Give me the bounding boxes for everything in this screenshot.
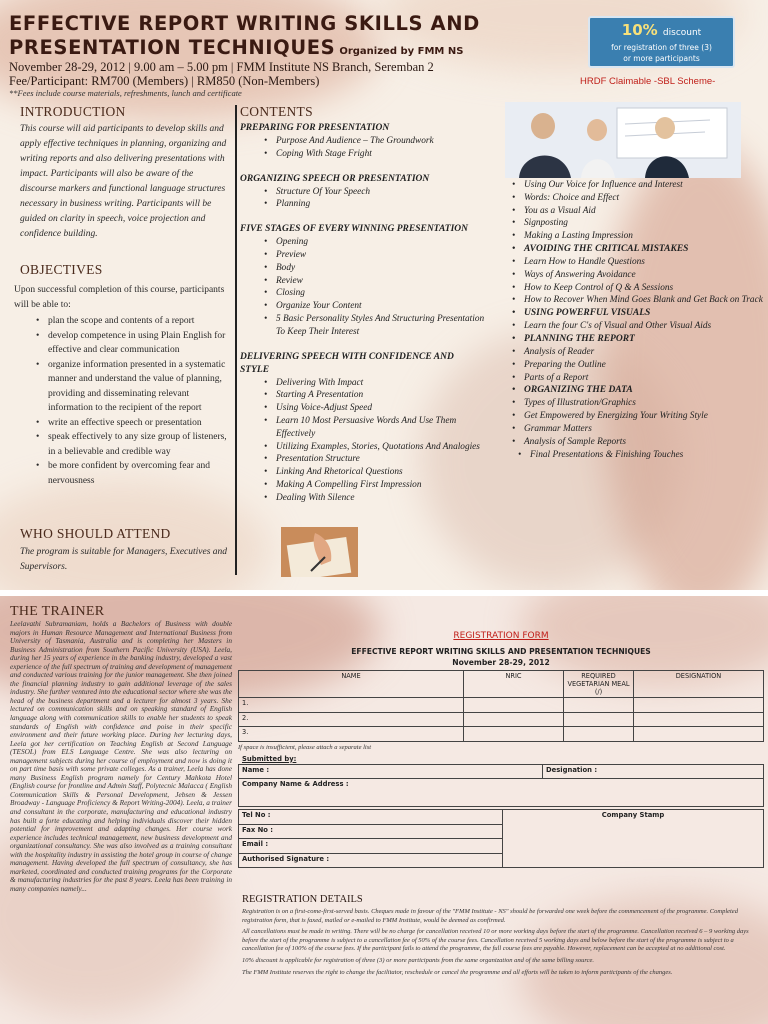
discount-paragraph: 10% discount is applicable for registration of three (3) or more participants from the same organization and of the same billing source. <box>242 956 595 964</box>
title-line-2: PRESENTATION TECHNIQUES <box>9 36 336 59</box>
trainer-section <box>10 604 232 894</box>
list-item: • Starting A Presentation <box>262 389 485 402</box>
list-item: • Ways of Answering Avoidance <box>510 269 764 282</box>
table-row <box>239 698 764 713</box>
company-label: Company Name & Address : <box>242 780 349 788</box>
email-label: Email : <box>242 840 269 848</box>
section-list <box>262 236 485 338</box>
column-divider <box>235 105 237 575</box>
list-item <box>510 243 764 256</box>
registration-details-heading: REGISTRATION DETAILS <box>242 894 363 905</box>
presenters-illustration <box>505 102 741 178</box>
list-item: • Utilizing Examples, Stories, Quotations And Analogies <box>262 441 485 454</box>
list-item: • How to Keep Control of Q & A Sessions <box>510 282 764 295</box>
objectives-heading: OBJECTIVES <box>20 262 103 277</box>
vegetarian-cell[interactable] <box>564 698 634 713</box>
designation-field[interactable] <box>543 764 764 779</box>
column-header-designation: DESIGNATION <box>634 671 764 698</box>
list-item: • Get Empowered by Energizing Your Writing Style <box>510 410 764 423</box>
section-title: AVOIDING THE CRITICAL MISTAKES <box>524 243 689 254</box>
page-title <box>9 12 480 64</box>
writing-hand-photo <box>281 527 358 577</box>
list-item: • Dealing With Silence <box>262 492 485 505</box>
list-item: • be more confident by overcoming fear and nervousness <box>34 459 234 488</box>
list-item: • write an effective speech or presentation <box>34 416 234 431</box>
table-row <box>239 712 764 727</box>
list-item: • Analysis of Reader <box>510 346 764 359</box>
rights-paragraph: The FMM Institute reserves the right to change the facilitator, reschedule or cancel the programme and all efforts will be taken to inform participants of the changes. <box>242 968 673 976</box>
vegetarian-cell[interactable] <box>564 727 634 742</box>
list-item: • Learn the four C's of Visual and Other Visual Aids <box>510 320 764 333</box>
tel-label: Tel No : <box>242 811 271 819</box>
vegetarian-cell[interactable] <box>564 712 634 727</box>
registration-details-paragraph: Registration is on a first-come-first-served basis. Cheques made in favour of the "FMM Institute - NS" should be forwarded one week before the commencement of the programme. Completed registration form, that is faxed, mailed or e-mailed to FMM Institute, would be deemed as confirmed. <box>242 908 738 924</box>
objectives-list <box>34 314 234 488</box>
introduction-text: This course will aid participants to develop skills and apply effective techniques in planning, organizing and writing reports and also delivering presentations with impact. Participants will also be aware of the discourse markers and functional language structures necessary in business writing. Participants will be guided on clarity in speech, voice projection and confidence building. <box>20 124 227 239</box>
company-stamp-box <box>503 810 764 868</box>
participants-table <box>238 670 764 742</box>
trainer-heading: THE TRAINER <box>10 604 105 619</box>
list-item: • Types of Illustration/Graphics <box>510 397 764 410</box>
fax-field[interactable] <box>239 824 503 839</box>
trainer-bio: Leelavathi Subramaniam, holds a Bachelors of Business with double majors in Human Resource Management and International Business from University of Tasmania, Australia and is completing her Masters in Business Administration from Southern Pacific University (USA). Leela, during her 15 years of experience in the banking industry, developed a vast experience of the full spectrum of training and development of management and conducted various training for the junior management. She then joined the financial planning industry to gain additional leverage of the sales industry. She further ventured into the educational sector where she was the head of the business department and a lecturer for almost 3 years. She lectured on communication skills and on speaking standard of English language along with communication skills to enable her students to speak standards of English with confidence and poise in their specific environment and their future working place. During her lecturing days, Leela got her certification on Teaching English at Second Language (TESOL) from ELS Language Centre. She was also lecturing on management subjects during her course of employment and now is doing it on part time basis with some private colleges. As a trainer, Leela has done many Business English program namely for Century Mahkota Hotel (English course for frontline and Admin Staff, Polytecnic Malacca ( English Communication Skills & Personal Development, Jebsen & Jessen Broadway - Language Proficiency & Report Writing-2004). Leela, a trainer and consultant in the corporate, manufacturing and educational industry has built a forte educating and helping individuals discover their hidden potential for improvement and adapting changes. Her course work experience includes technical management, new business development and organizational consultancy. She was also involved as a training consultant with the hospitality industry in assisting the hotel group in course of change management. Having developed the full spectrum of consultancy, she has marketed, coordinated and conducted training programs for the Corporate & manufacturing industries for the past 8 years. Leela has been training in many companies namely... <box>10 619 232 893</box>
list-item: • Body <box>262 262 485 275</box>
list-item: • Learn How to Handle Questions <box>510 256 764 269</box>
title-line-1: EFFECTIVE REPORT WRITING SKILLS AND <box>9 12 480 35</box>
registration-details-section <box>242 894 762 977</box>
list-item: • Using Our Voice for Influence and Interest <box>510 179 764 192</box>
registration-form-heading: REGISTRATION FORM <box>453 631 549 641</box>
fax-label: Fax No : <box>242 825 274 834</box>
name-cell[interactable] <box>239 698 464 713</box>
list-item: • Words: Choice and Effect <box>510 192 764 205</box>
list-item: • How to Recover When Mind Goes Blank and Get Back on Track <box>510 294 764 307</box>
section-title: FIVE STAGES OF EVERY WINNING PRESENTATION <box>240 224 468 235</box>
list-item: • Purpose And Audience – The Groundwork <box>262 135 485 148</box>
list-item: • Analysis of Sample Reports <box>510 436 764 449</box>
introduction-heading: INTRODUCTION <box>20 104 126 119</box>
table-row <box>239 810 764 825</box>
section-title: USING POWERFUL VISUALS <box>524 308 651 319</box>
section-title: ORGANIZING SPEECH OR PRESENTATION <box>240 173 430 184</box>
writing-hand-illustration <box>281 527 358 577</box>
list-item: • speak effectively to any size group of listeners, in a believable and credible way <box>34 430 234 459</box>
objectives-intro: Upon successful completion of this course, participants will be able to: <box>14 285 225 310</box>
contact-details-table <box>238 809 764 868</box>
section-title: PLANNING THE REPORT <box>524 333 635 344</box>
name-cell[interactable] <box>239 727 464 742</box>
company-field[interactable] <box>239 779 764 807</box>
list-item: • Preview <box>262 249 485 262</box>
table-row <box>239 764 764 779</box>
fee-line: Fee/Participant: RM700 (Members) | RM850 (Non-Members) <box>9 74 320 88</box>
list-item: • Using Voice-Adjust Speed <box>262 402 485 415</box>
discount-badge <box>588 16 735 68</box>
discount-line-2: or more participants <box>623 54 700 63</box>
list-item: • Closing <box>262 287 485 300</box>
nric-cell[interactable] <box>464 727 564 742</box>
fees-note: **Fees include course materials, refreshments, lunch and certificate <box>9 88 242 98</box>
objectives-section <box>14 262 234 488</box>
section-title: ORGANIZING THE DATA <box>524 385 633 396</box>
contents-heading: CONTENTS <box>240 104 313 119</box>
submitted-by-label: Submitted by: <box>242 754 297 763</box>
who-should-attend-section <box>20 526 230 575</box>
contact-table <box>238 764 764 808</box>
who-heading: WHO SHOULD ATTEND <box>20 526 171 541</box>
list-item: • Learn 10 Most Persuasive Words And Use Them Effectively <box>262 415 485 441</box>
content-block <box>240 122 485 161</box>
list-item: • Presentation Structure <box>262 453 485 466</box>
designation-cell[interactable] <box>634 698 764 713</box>
column-header-name: NAME <box>239 671 464 698</box>
table-row <box>239 727 764 742</box>
list-item: • Coping With Stage Fright <box>262 148 485 161</box>
tel-field[interactable] <box>239 810 503 825</box>
content-block <box>240 223 485 338</box>
discount-word: discount <box>662 28 702 38</box>
designation-cell[interactable] <box>634 712 764 727</box>
contents-column-3 <box>510 179 764 461</box>
name-cell[interactable] <box>239 712 464 727</box>
section-title: PREPARING FOR PRESENTATION <box>240 123 390 133</box>
content-block <box>240 173 485 212</box>
list-item: • Structure Of Your Speech <box>262 186 485 199</box>
who-text: The program is suitable for Managers, Executives and Supervisors. <box>20 547 228 572</box>
contents-section <box>240 104 485 505</box>
list-item: • Organize Your Content <box>262 300 485 313</box>
list-item: • Delivering With Impact <box>262 377 485 390</box>
presentation-photo <box>505 102 741 178</box>
column-header-vegetarian: REQUIRED VEGETARIAN MEAL (/) <box>564 671 634 698</box>
row-number: 2. <box>242 713 249 722</box>
list-item: • Preparing the Outline <box>510 359 764 372</box>
registration-date: November 28-29, 2012 <box>452 658 550 667</box>
section-list <box>262 377 485 505</box>
list-item: • You as a Visual Aid <box>510 205 764 218</box>
list-item: • organize information presented in a systematic manner and understand the value of planning, providing and disseminating relevant information to the recipient of the report <box>34 358 234 416</box>
list-item: • Final Presentations & Finishing Touches <box>516 449 764 462</box>
space-note: If space is insufficient, please attach a separate list <box>238 743 372 751</box>
section-list <box>510 179 764 461</box>
list-item: • Review <box>262 275 485 288</box>
brochure-page-2 <box>0 596 768 1024</box>
list-item: • Planning <box>262 198 485 211</box>
content-block <box>240 351 485 505</box>
designation-cell[interactable] <box>634 727 764 742</box>
list-item: • Parts of a Report <box>510 372 764 385</box>
discount-percent: 10% <box>621 21 658 39</box>
section-list <box>262 186 485 212</box>
list-item: • Linking And Rhetorical Questions <box>262 466 485 479</box>
list-item: • develop competence in using Plain English for effective and clear communication <box>34 329 234 358</box>
signature-label: Authorised Signature : <box>242 854 330 863</box>
company-stamp-label: Company Stamp <box>601 811 665 819</box>
section-title: DELIVERING SPEECH WITH CONFIDENCE AND STYLE <box>240 351 454 375</box>
nric-cell[interactable] <box>464 712 564 727</box>
name-field[interactable] <box>239 764 543 779</box>
date-venue-line: November 28-29, 2012 | 9.00 am – 5.00 pm | FMM Institute NS Branch, Seremban 2 <box>9 60 434 74</box>
list-item: • Making a Lasting Impression <box>510 230 764 243</box>
list-item <box>510 333 764 346</box>
row-number: 3. <box>242 728 249 736</box>
list-item <box>510 384 764 397</box>
discount-line-1: for registration of three (3) <box>611 43 712 52</box>
list-item: • plan the scope and contents of a report <box>34 314 234 329</box>
introduction-section <box>20 104 232 242</box>
organized-by: Organized by FMM NS <box>339 46 464 57</box>
row-number: 1. <box>242 699 249 707</box>
designation-label: Designation : <box>546 765 598 774</box>
list-item: • Signposting <box>510 217 764 230</box>
list-item: • 5 Basic Personality Styles And Structuring Presentation To Keep Their Interest <box>262 313 485 339</box>
nric-cell[interactable] <box>464 698 564 713</box>
hrdf-claimable: HRDF Claimable -SBL Scheme- <box>580 76 716 87</box>
signature-field[interactable] <box>239 853 503 868</box>
list-item: • Grammar Matters <box>510 423 764 436</box>
list-item <box>510 307 764 320</box>
cancellation-paragraph: All cancellations must be made in writing. There will be no charge for cancellation received 10 or more working days before the start of the programme. Cancellation received 6 – 9 working days before the start of the programme is subject to a cancellation fee of 50% of the course fees. Cancellation received 5 working days and below before the start of the programme is subject to a cancellation fee of 100% of the course fees. If the participant fails to attend the programme, the full course fees are payable. However, replacement can be accepted at no additional cost. <box>242 928 749 953</box>
registration-course-title: EFFECTIVE REPORT WRITING SKILLS AND PRESENTATION TECHNIQUES <box>351 647 651 656</box>
registration-form <box>238 631 764 868</box>
list-item: • Making A Compelling First Impression <box>262 479 485 492</box>
list-item: • Opening <box>262 236 485 249</box>
table-row <box>239 779 764 807</box>
name-label: Name : <box>242 765 270 774</box>
table-header-row <box>239 671 764 698</box>
section-list <box>262 135 485 161</box>
email-field[interactable] <box>239 839 503 854</box>
column-header-nric: NRIC <box>464 671 564 698</box>
